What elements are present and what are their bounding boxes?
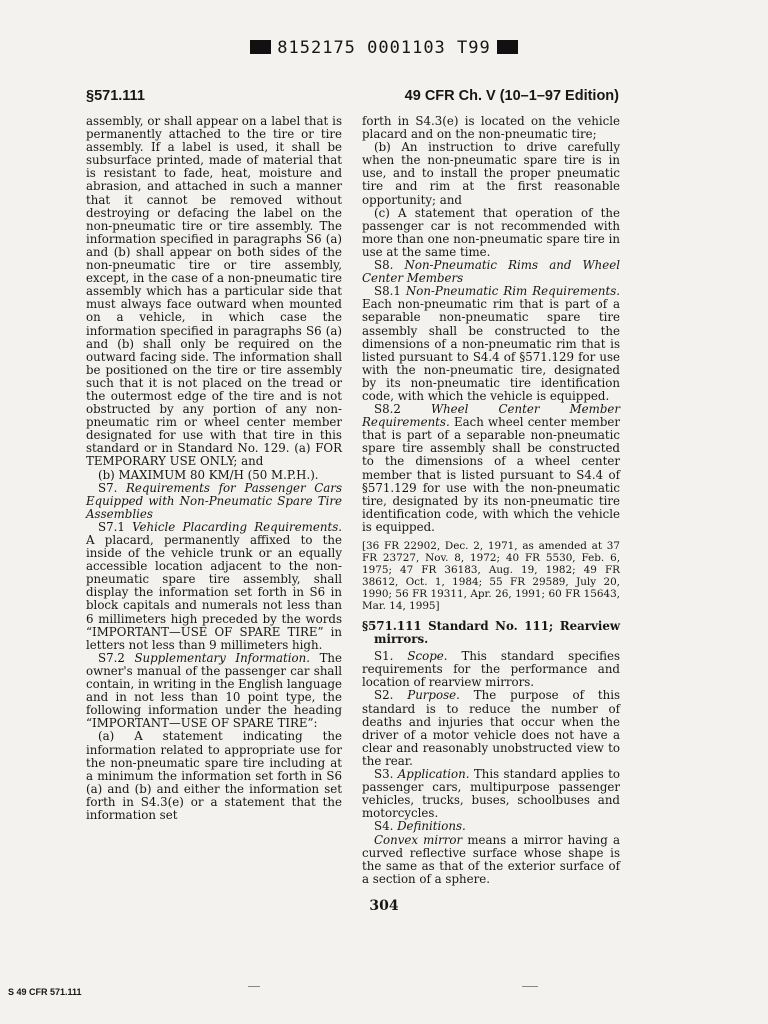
section-s1 [362, 650, 620, 689]
section-title: Scope. [407, 649, 448, 664]
scan-mark [248, 986, 260, 987]
section-title: Purpose. [407, 688, 460, 703]
section-s8-1 [362, 285, 620, 403]
section-number: S1. [374, 649, 394, 664]
section-text: Each non-pneumatic rim that is part of a separable non-pneumatic spare tire assembly shall be constructed to the dimensions of a non-pneumatic rim that is listed pursuant to S4.4 of §571.129 for use with the non-pneumatic tire, designated by its non-pneumatic tire identification code, with which the vehicle is equipped. [362, 297, 620, 403]
section-s8-2 [362, 403, 620, 534]
redaction-block-right [497, 40, 518, 54]
paragraph: forth in S4.3(e) is located on the vehicle placard and on the non-pneumatic tire; [362, 114, 620, 142]
section-number: S8.1 [374, 284, 401, 299]
definition-text: means a mirror having a curved reflective surface whose shape is the same as that of the exterior surface of a section of a sphere. [362, 832, 621, 886]
section-title: Non-Pneumatic Rim Requirements. [405, 284, 620, 299]
section-title: Wheel Center Member Requirements. [362, 402, 620, 430]
footer-citation: S 49 CFR 571.111 [8, 987, 82, 997]
section-text: This standard specifies requirements for the performance and location of rearview mirrors. [362, 649, 621, 690]
definition-term: Convex mirror [374, 832, 463, 847]
section-number: S7.2 [98, 650, 125, 665]
section-number: S4. [374, 819, 394, 834]
redaction-block-left [250, 40, 271, 54]
page-number: 304 [369, 898, 399, 914]
paragraph: (c) A statement that operation of the passenger car is not recommended with more than one non-pneumatic spare tire in use at the same time. [362, 205, 620, 259]
section-title: Non-Pneumatic Rims and Wheel Center Members [362, 258, 621, 286]
section-text: The purpose of this standard is to reduce the number of deaths and injuries that occur when the driver of a motor vehicle does not have a clear and reasonably unobstructed view to the rear. [362, 688, 621, 768]
section-title: Definitions. [397, 819, 466, 834]
paragraph: assembly, or shall appear on a label that is permanently attached to the tire or tire assembly. If a label is used, it shall be subsurface printed, made of material that is resistant to fade, heat, moisture and abrasion, and attached in such a manner that it cannot be removed without destroying or defacing the label on the non-pneumatic tire or tire assembly. The information specified in paragraphs S6 (a) and (b) shall appear on both sides of the non-pneumatic tire or tire assembly, except, in the case of a non-pneumatic tire assembly which has a particular side that must always face outward when mounted on a vehicle, in which case the information specified in paragraphs S6 (a) and (b) shall only be required on the outward facing side. The information shall be positioned on the tire or tire assembly such that it is not placed on the tread or the outermost edge of the tire and is not obstructed by any portion of any non-pneumatic rim or wheel center member designated for use with that tire in this standard or in Standard No. 129. (a) FOR TEMPORARY USE ONLY; and [86, 114, 342, 469]
section-s3 [362, 768, 620, 820]
section-text: This standard applies to passenger cars, multipurpose passenger vehicles, trucks, buses, schoolbuses and motorcycles. [362, 767, 621, 821]
section-text: Each wheel center member that is part of a separable non-pneumatic spare tire assembly shall be constructed to the dimensions of a wheel center member that is listed pursuant to S4.4 of §571.129 for use with the non-pneumatic tire, designated by its non-pneumatic tire identification code, with which the vehicle is equipped. [362, 415, 620, 534]
section-heading: §571.111 Standard No. 111; Rearview mirrors. [362, 619, 620, 647]
left-column [86, 115, 342, 822]
header-title: 49 CFR Ch. V (10–1–97 Edition) [404, 88, 619, 104]
scan-mark [522, 986, 538, 987]
section-s7-1 [86, 521, 342, 652]
section-text: A placard, permanently affixed to the inside of the vehicle trunk or an equally accessible location adjacent to the non-pneumatic spare tire assembly, shall display the information set forth in S6 in block capitals and numerals not less than 6 millimeters high preceded by the words “IMPORTANT—USE OF SPARE TIRE” in letters not less than 9 millimeters high. [86, 533, 342, 652]
section-title: Vehicle Placarding Requirements. [132, 519, 342, 534]
section-s7-2 [86, 652, 342, 731]
section-title: Application. [397, 767, 470, 782]
section-s7 [86, 482, 342, 521]
section-title: Requirements for Passenger Cars Equipped with Non-Pneumatic Spare Tire Assemblies [86, 480, 342, 521]
paragraph: (a) A statement indicating the information related to appropriate use for the non-pneumatic spare tire including at a minimum the information set forth in S6 (a) and (b) and either the information set forth in S4.3(e) or a statement that the information set [86, 729, 342, 822]
section-s8 [362, 259, 620, 285]
section-text: The owner's manual of the passenger car shall contain, in writing in the English language and in not less than 10 point type, the following information under the heading “IMPORTANT—USE OF SPARE TIRE”: [86, 650, 343, 731]
document-code [0, 38, 768, 58]
section-number: S8.2 [374, 402, 401, 417]
paragraph: (b) An instruction to drive carefully when the non-pneumatic spare tire is in use, and to install the proper pneumatic tire and rim at the first reasonable opportunity; and [362, 140, 620, 207]
section-number: S2. [374, 688, 394, 703]
definition [362, 834, 620, 886]
citation: [36 FR 22902, Dec. 2, 1971, as amended at 37 FR 23727, Nov. 8, 1972; 40 FR 5530, Feb. 6, 1975; 47 FR 36183, Aug. 19, 1982; 49 FR 38612, Oct. 1, 1984; 55 FR 29589, July 20, 1990; 56 FR 19311, Apr. 26, 1991; 60 FR 15643, Mar. 14, 1995] [362, 540, 620, 612]
section-title: Supplementary Information. [134, 650, 310, 665]
section-number: S3. [374, 767, 394, 782]
section-number: S7.1 [98, 519, 125, 534]
section-number: S8. [374, 258, 394, 273]
section-number: S7. [98, 480, 118, 495]
header-section: §571.111 [86, 88, 145, 104]
paragraph: (b) MAXIMUM 80 KM/H (50 M.P.H.). [98, 467, 319, 482]
right-column [362, 115, 620, 886]
section-s2 [362, 689, 620, 768]
document-code-text: 8152175 0001103 T99 [277, 38, 491, 58]
